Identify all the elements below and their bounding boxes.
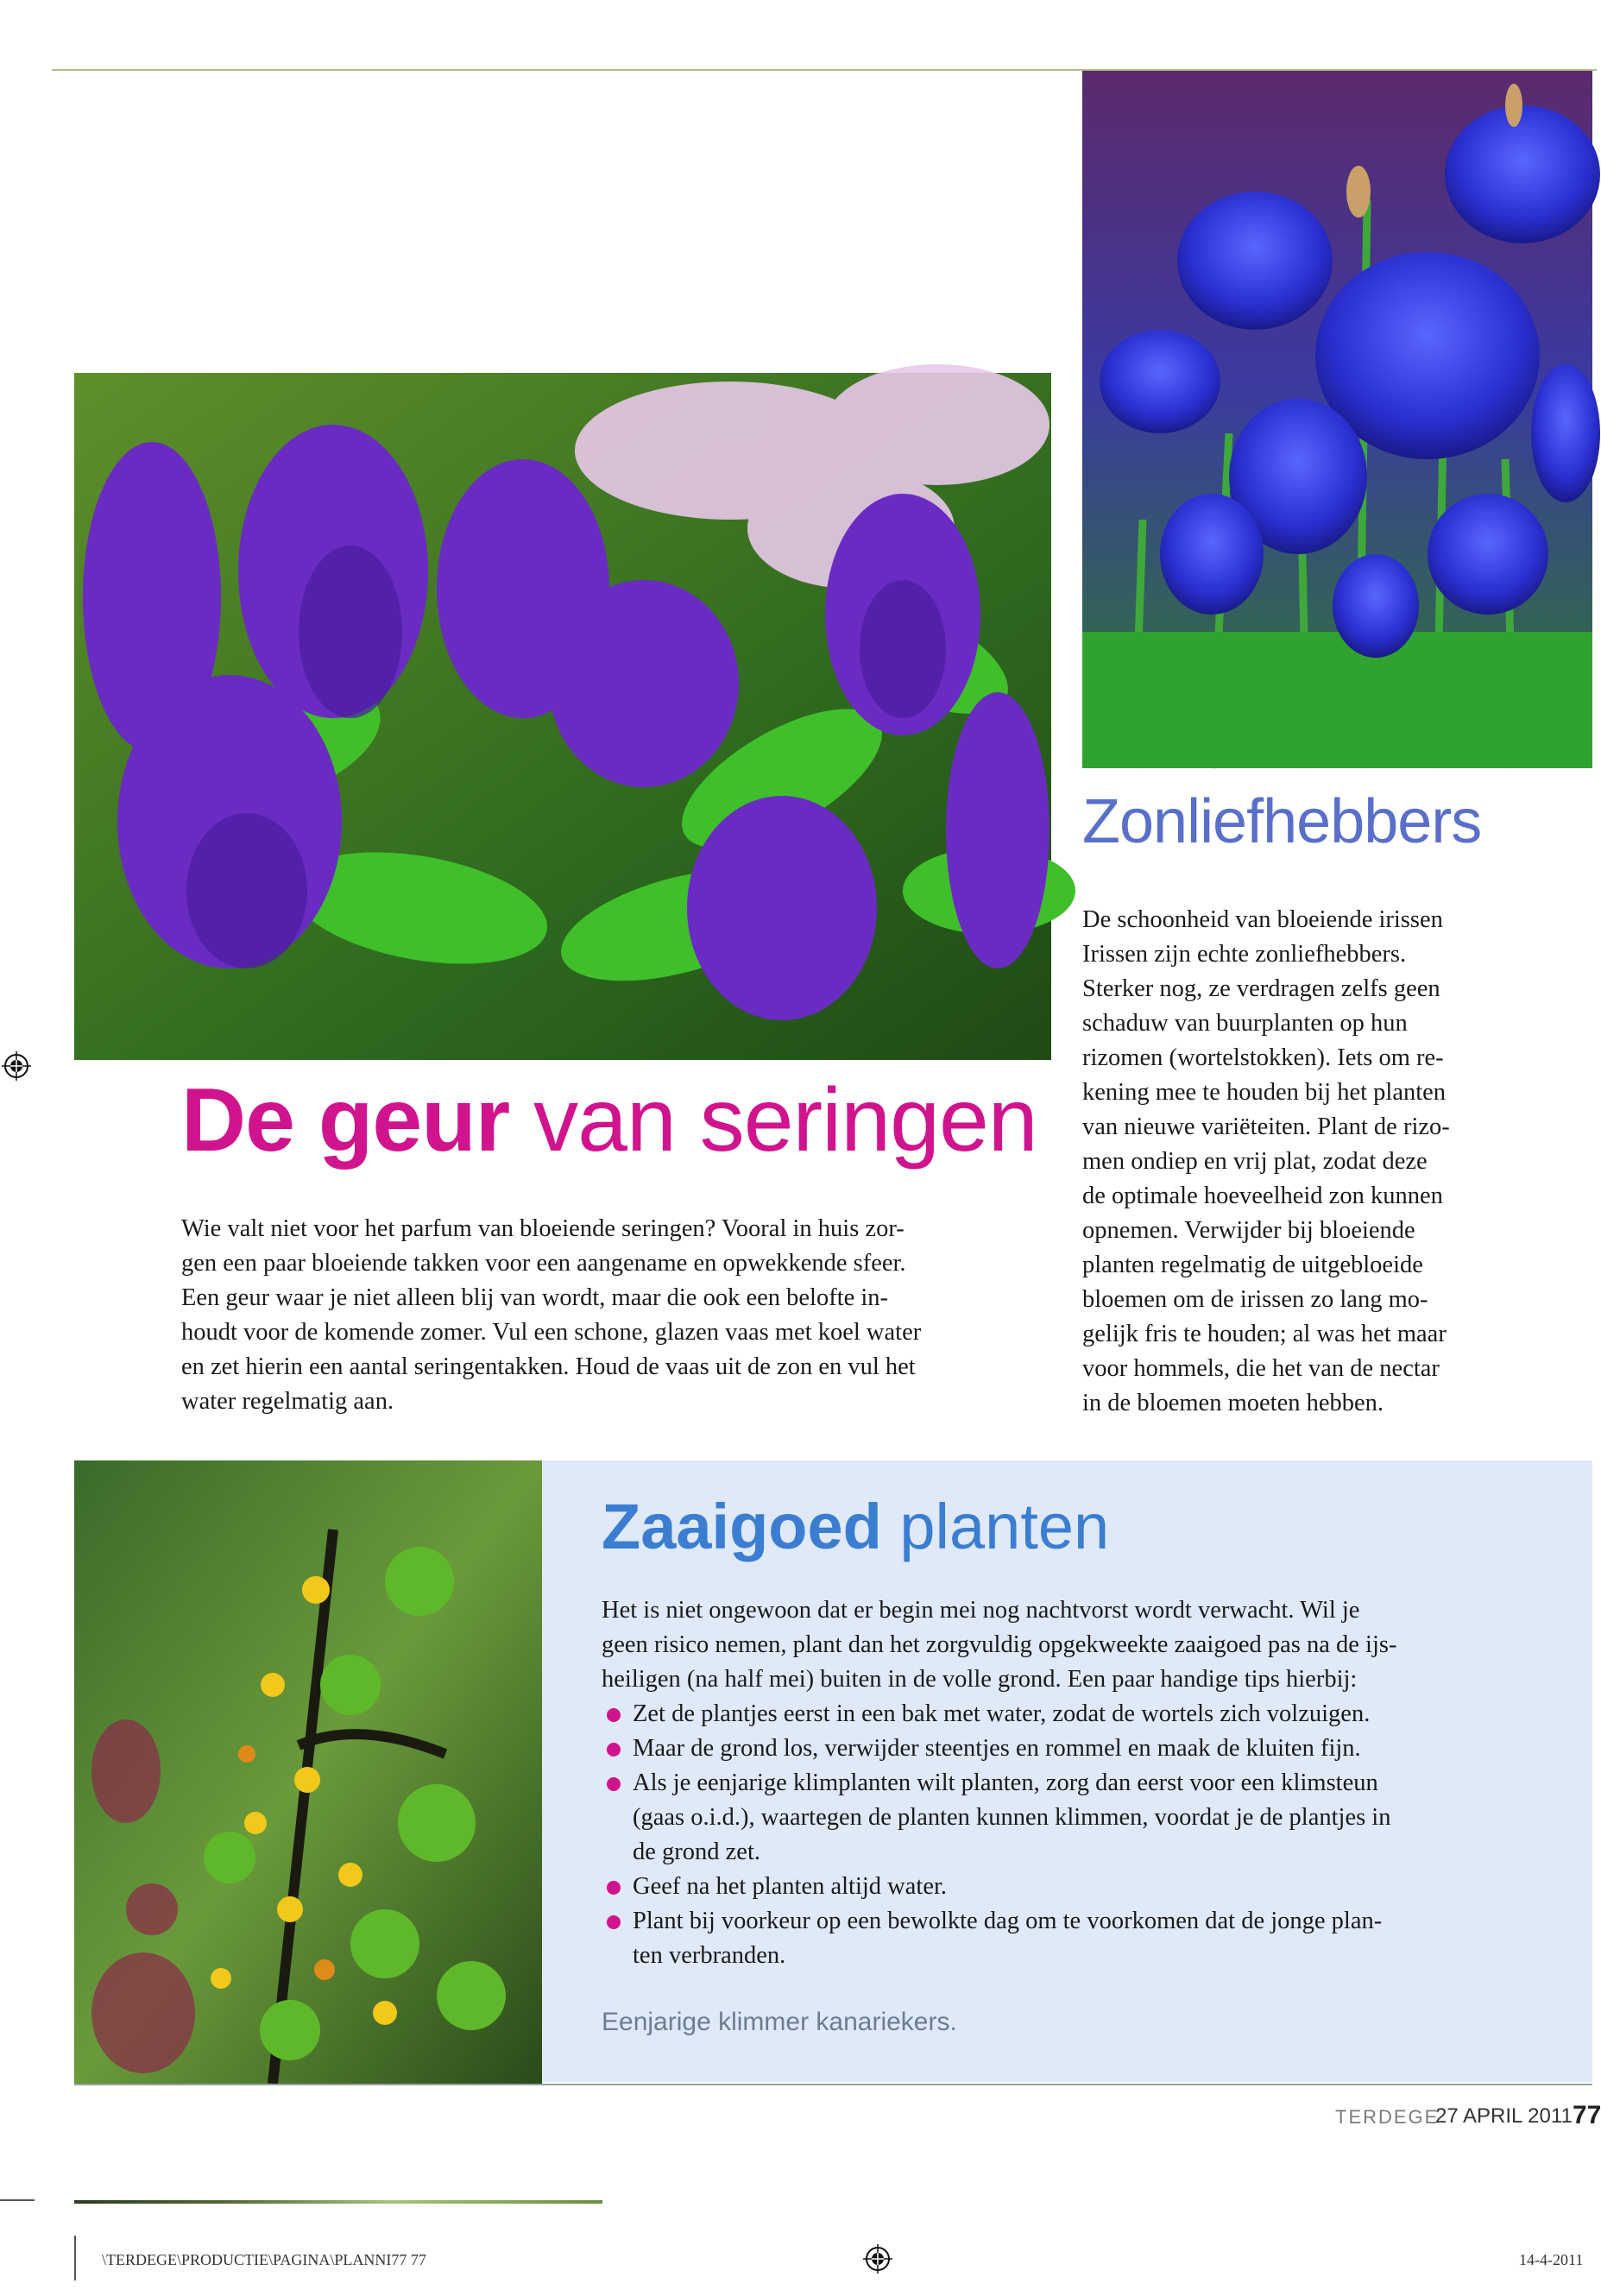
color-bar xyxy=(74,2200,602,2204)
iris-line: planten regelmatig de uitgebloeide xyxy=(1082,1252,1423,1278)
iris-photo xyxy=(1082,71,1592,768)
bullet-icon xyxy=(607,1708,621,1722)
iris-line: voor hommels, die het van de nectar xyxy=(1082,1355,1440,1382)
iris-line: opnemen. Verwijder bij bloeiende xyxy=(1082,1217,1415,1244)
iris-line: bloemen om de irissen zo lang mo- xyxy=(1082,1286,1428,1313)
bullet-icon xyxy=(607,1743,621,1757)
iris-line: Sterker nog, ze verdragen zelfs geen xyxy=(1082,975,1440,1002)
tip-item xyxy=(602,1697,1534,1731)
iris-line: van nieuwe variëteiten. Plant de rizo- xyxy=(1082,1113,1450,1140)
tip-line: de grond zet. xyxy=(633,1839,760,1865)
tip-line: Als je eenjarige klimplanten wilt planten, zorg dan eerst voor een klimsteun xyxy=(633,1769,1378,1796)
iris-line: in de bloemen moeten hebben. xyxy=(1082,1390,1384,1416)
registration-mark-icon xyxy=(863,2244,892,2274)
bullet-icon xyxy=(607,1881,621,1895)
tips-list xyxy=(602,1697,1534,1973)
iris-line: kening mee te houden bij het planten xyxy=(1082,1079,1447,1106)
iris-line: men ondiep en vrij plat, zodat deze xyxy=(1082,1148,1428,1175)
seed-intro xyxy=(602,1593,1516,1697)
tip-line: Plant bij voorkeur op een bewolkte dag om te voorkomen dat de jonge plan- xyxy=(633,1908,1383,1934)
tip-item xyxy=(602,1766,1534,1870)
seed-intro-line: Het is niet ongewoon dat er begin mei nog nachtvorst wordt verwacht. Wil je xyxy=(602,1597,1360,1624)
tip-item xyxy=(602,1870,1534,1904)
lilac-heading xyxy=(181,1070,1037,1170)
footer-magazine: TERDEGE xyxy=(1335,2106,1440,2128)
bullet-icon xyxy=(607,1777,621,1791)
seed-heading-bold: Zaaigoed xyxy=(602,1491,882,1562)
seed-heading xyxy=(602,1491,1110,1562)
slug-path: \TERDEGE\PRODUCTIE\PAGINA\PLANNI77 77 xyxy=(102,2251,426,2268)
footer-date: 27 APRIL 2011 xyxy=(1435,2104,1573,2128)
bottom-rule xyxy=(74,2084,1592,2085)
lilac-heading-light: van seringen xyxy=(533,1070,1037,1170)
seed-intro-line: geen risico nemen, plant dan het zorgvuldig opgekweekte zaaigoed pas na de ijs- xyxy=(602,1631,1397,1658)
lilac-photo xyxy=(74,373,1051,1060)
lilac-line: water regelmatig aan. xyxy=(181,1388,394,1415)
nasturtium-photo xyxy=(74,1460,542,2084)
lilac-line: en zet hierin een aantal seringentakken. Houd de vaas uit de zon en vul het xyxy=(181,1353,916,1380)
lilac-line: gen een paar bloeiende takken voor een aangename en opwekkende sfeer. xyxy=(181,1250,906,1277)
iris-line: schaduw van buurplanten op hun xyxy=(1082,1010,1408,1037)
lilac-line: Een geur waar je niet alleen blij van wordt, maar die ook een belofte in- xyxy=(181,1284,889,1311)
iris-line: De schoonheid van bloeiende irissen xyxy=(1082,906,1443,933)
registration-mark-icon xyxy=(2,1051,31,1081)
tip-line: Zet de plantjes eerst in een bak met water, zodat de wortels zich volzuigen. xyxy=(633,1700,1371,1727)
iris-line: rizomen (wortelstokken). Iets om re- xyxy=(1082,1044,1444,1071)
tip-item xyxy=(602,1731,1534,1766)
iris-paragraph xyxy=(1082,903,1531,1421)
tip-item xyxy=(602,1904,1534,1973)
lilac-heading-bold: De geur xyxy=(181,1070,510,1170)
footer-page-number: 77 xyxy=(1573,2101,1601,2129)
tip-line: Maar de grond los, verwijder steentjes en rommel en maak de kluiten fijn. xyxy=(633,1735,1361,1762)
crop-mark xyxy=(74,2236,76,2280)
lilac-paragraph xyxy=(181,1212,1036,1419)
tip-line: (gaas o.i.d.), waartegen de planten kunnen klimmen, voordat je de plantjes in xyxy=(633,1804,1391,1831)
iris-line: gelijk fris te houden; al was het maar xyxy=(1082,1321,1447,1347)
iris-heading: Zonliefhebbers xyxy=(1082,787,1482,856)
crop-mark xyxy=(0,2199,35,2201)
tip-line: ten verbranden. xyxy=(633,1942,786,1969)
photo-caption: Eenjarige klimmer kanariekers. xyxy=(602,2008,957,2036)
slug-date: 14-4-2011 xyxy=(1519,2251,1584,2268)
tip-line: Geef na het planten altijd water. xyxy=(633,1873,948,1900)
bullet-icon xyxy=(607,1915,621,1929)
iris-line: Irissen zijn echte zonliefhebbers. xyxy=(1082,941,1407,968)
lilac-line: Wie valt niet voor het parfum van bloeiende seringen? Vooral in huis zor- xyxy=(181,1215,905,1242)
lilac-line: houdt voor de komende zomer. Vul een schone, glazen vaas met koel water xyxy=(181,1319,922,1346)
seed-intro-line: heiligen (na half mei) buiten in de volle grond. Een paar handige tips hierbij: xyxy=(602,1666,1358,1693)
seed-heading-light: planten xyxy=(899,1491,1110,1562)
iris-line: de optimale hoeveelheid zon kunnen xyxy=(1082,1183,1443,1209)
